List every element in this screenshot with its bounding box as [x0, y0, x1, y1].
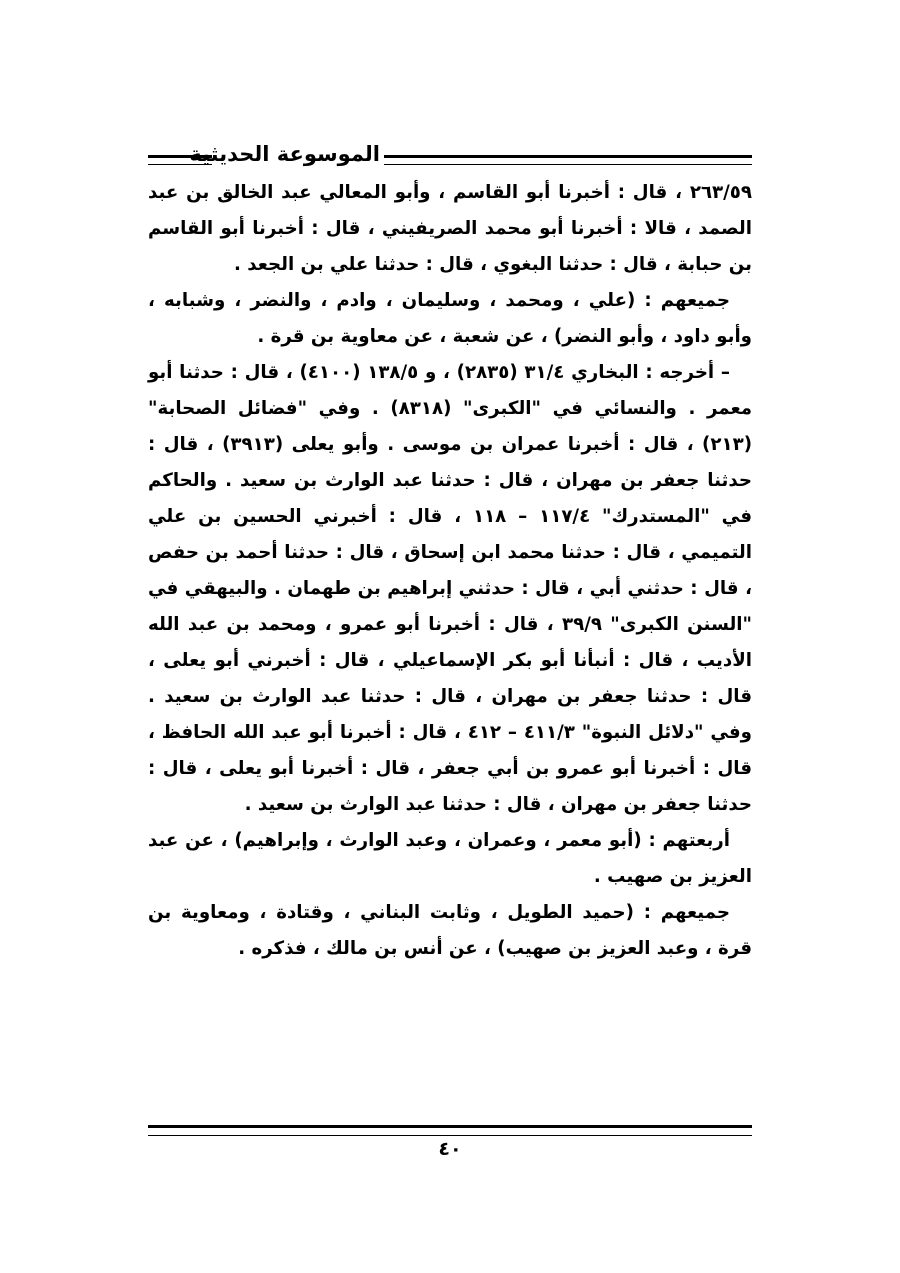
paragraph-jamiuhum-2: جميعهم : (حميد الطويل ، وثابت البناني ، وقتادة ، ومعاوية بن قرة ، وعبد العزيز بن صهيب) ، عن أنس بن مالك ، فذكره .: [148, 902, 752, 959]
paragraph-jamiuhum-1: جميعهم : (علي ، ومحمد ، وسليمان ، وادم ، والنضر ، وشبابه ، وأبو داود ، وأبو النضر) ، عن شعبة ، عن معاوية بن قرة .: [148, 290, 752, 347]
footer-rule: [148, 1125, 752, 1136]
header-rule-right: [384, 155, 752, 165]
paragraph-arbaatuhum: أربعتهم : (أبو معمر ، وعمران ، وعبد الوارث ، وإبراهيم) ، عن عبد العزيز بن صهيب .: [148, 830, 752, 887]
page-header: [148, 140, 752, 176]
main-text-body: [148, 175, 752, 967]
paragraph-isnad-1: ٢٦٣/٥٩ ، قال : أخبرنا أبو القاسم ، وأبو المعالي عبد الخالق بن عبد الصمد ، قالا : أخبرنا أبو محمد الصريفيني ، قال : أخبرنا أبو القاسم بن حبابة ، قال : حدثنا البغوي ، قال : حدثنا علي بن الجعد .: [148, 182, 752, 275]
header-rule-left: [148, 155, 212, 165]
running-header-title: الموسوعة الحديثية: [189, 142, 380, 166]
paragraph-takhrij: – أخرجه : البخاري ٣١/٤ (٢٨٣٥) ، و ١٣٨/٥ (٤١٠٠) ، قال : حدثنا أبو معمر . والنسائي في "الكبرى" (٨٣١٨) . وفي "فضائل الصحابة" (٢١٣) ، قال : أخبرنا عمران بن موسى . وأبو يعلى (٣٩١٣) ، قال : حدثنا جعفر بن مهران ، قال : حدثنا عبد الوارث بن سعيد . والحاكم في "المستدرك" ١١٧/٤ – ١١٨ ، قال : أخبرني الحسين بن علي التميمي ، قال : حدثنا محمد ابن إسحاق ، قال : حدثنا أحمد بن حفص ، قال : حدثني أبي ، قال : حدثني إبراهيم بن طهمان . والبيهقي في "السنن الكبرى" ٣٩/٩ ، قال : أخبرنا أبو عمرو ، ومحمد بن عبد الله الأديب ، قال : أنبأنا أبو بكر الإسماعيلي ، قال : أخبرني أبو يعلى ، قال : حدثنا جعفر بن مهران ، قال : حدثنا عبد الوارث بن سعيد . وفي "دلائل النبوة" ٤١١/٣ – ٤١٢ ، قال : أخبرنا أبو عبد الله الحافظ ، قال : أخبرنا أبو عمرو بن أبي جعفر ، قال : أخبرنا أبو يعلى ، قال : حدثنا جعفر بن مهران ، قال : حدثنا عبد الوارث بن سعيد .: [148, 362, 752, 815]
page-number: ٤٠: [438, 1138, 462, 1160]
